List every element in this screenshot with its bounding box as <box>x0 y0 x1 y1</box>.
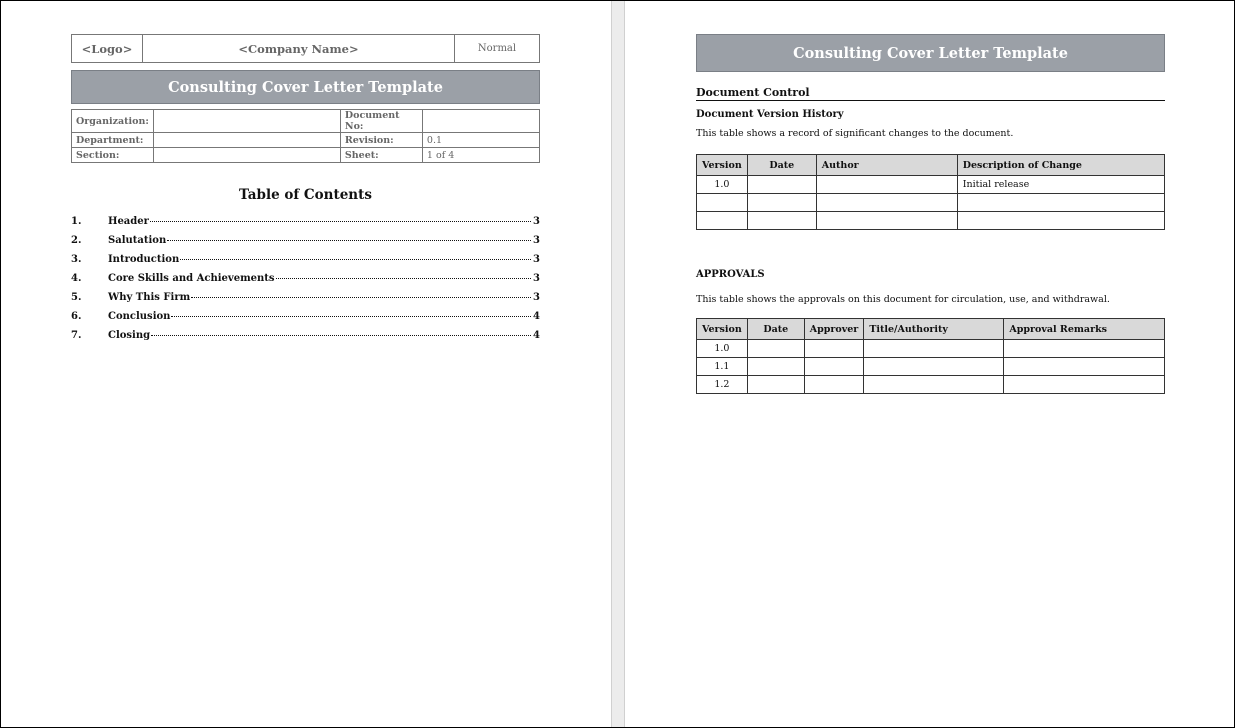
column-header: Version <box>697 155 748 176</box>
table-cell[interactable] <box>697 212 748 230</box>
table-row <box>697 176 1165 194</box>
table-cell[interactable] <box>957 194 1164 212</box>
column-header: Date <box>747 155 816 176</box>
table-cell[interactable] <box>816 194 957 212</box>
page-gutter <box>611 1 625 727</box>
info-value <box>153 148 340 163</box>
toc-number: 2. <box>71 235 82 246</box>
table-cell[interactable] <box>697 194 748 212</box>
table-cell[interactable]: Initial release <box>957 176 1164 194</box>
table-cell[interactable] <box>804 340 864 358</box>
column-header: Version <box>697 319 748 340</box>
info-value: 1 of 4 <box>422 148 539 163</box>
table-cell[interactable] <box>957 212 1164 230</box>
toc-entry[interactable] <box>71 292 540 311</box>
toc-label: Conclusion <box>108 311 171 322</box>
version-history-table <box>696 154 1165 230</box>
toc-label: Closing <box>108 330 151 341</box>
toc-label: Why This Firm <box>108 292 191 303</box>
info-label: Revision: <box>340 133 422 148</box>
table-cell[interactable] <box>747 376 804 394</box>
approvals-heading: APPROVALS <box>696 269 765 280</box>
info-row <box>72 148 540 163</box>
table-row <box>697 212 1165 230</box>
table-of-contents <box>71 216 540 349</box>
toc-label: Salutation <box>108 235 167 246</box>
toc-leader-dots <box>167 240 531 241</box>
table-cell[interactable] <box>747 212 816 230</box>
table-cell[interactable]: 1.0 <box>697 176 748 194</box>
table-cell[interactable] <box>747 340 804 358</box>
toc-number: 3. <box>71 254 82 265</box>
page-1 <box>1 1 611 727</box>
table-cell[interactable] <box>804 358 864 376</box>
toc-page-number: 3 <box>533 235 540 246</box>
info-label: Document No: <box>340 110 422 133</box>
approvals-table <box>696 318 1165 394</box>
toc-label: Introduction <box>108 254 180 265</box>
table-cell[interactable] <box>1004 358 1165 376</box>
toc-number: 1. <box>71 216 82 227</box>
table-cell[interactable] <box>816 176 957 194</box>
table-cell[interactable] <box>804 376 864 394</box>
document-header <box>71 34 540 63</box>
table-cell[interactable] <box>747 358 804 376</box>
info-value <box>153 133 340 148</box>
table-cell[interactable] <box>864 358 1004 376</box>
toc-leader-dots <box>151 335 531 336</box>
info-value <box>153 110 340 133</box>
table-cell[interactable] <box>747 176 816 194</box>
toc-number: 4. <box>71 273 82 284</box>
info-label: Department: <box>72 133 154 148</box>
toc-page-number: 3 <box>533 216 540 227</box>
info-label: Section: <box>72 148 154 163</box>
info-value <box>422 110 539 133</box>
toc-number: 5. <box>71 292 82 303</box>
info-value: 0.1 <box>422 133 539 148</box>
toc-number: 7. <box>71 330 82 341</box>
toc-leader-dots <box>191 297 531 298</box>
table-row <box>697 340 1165 358</box>
table-cell[interactable] <box>1004 376 1165 394</box>
logo-placeholder: <Logo> <box>72 35 143 62</box>
company-name: <Company Name> <box>143 35 455 62</box>
document-control-heading: Document Control <box>696 86 1165 101</box>
table-row <box>697 194 1165 212</box>
toc-page-number: 3 <box>533 292 540 303</box>
table-cell[interactable]: 1.1 <box>697 358 748 376</box>
toc-leader-dots <box>276 278 531 279</box>
table-row <box>697 358 1165 376</box>
toc-number: 6. <box>71 311 82 322</box>
toc-leader-dots <box>150 221 531 222</box>
table-cell[interactable] <box>864 340 1004 358</box>
table-cell[interactable] <box>1004 340 1165 358</box>
toc-entry[interactable] <box>71 216 540 235</box>
column-header: Description of Change <box>957 155 1164 176</box>
table-cell[interactable] <box>747 194 816 212</box>
toc-leader-dots <box>180 259 531 260</box>
table-cell[interactable] <box>864 376 1004 394</box>
toc-page-number: 4 <box>533 330 540 341</box>
info-row <box>72 133 540 148</box>
toc-entry[interactable] <box>71 235 540 254</box>
toc-entry[interactable] <box>71 311 540 330</box>
version-history-heading: Document Version History <box>696 109 844 120</box>
toc-leader-dots <box>171 316 531 317</box>
document-title-banner: Consulting Cover Letter Template <box>71 70 540 104</box>
column-header: Title/Authority <box>864 319 1004 340</box>
table-row <box>697 376 1165 394</box>
toc-entry[interactable] <box>71 254 540 273</box>
table-cell[interactable] <box>816 212 957 230</box>
document-title-banner-2: Consulting Cover Letter Template <box>696 34 1165 72</box>
style-label: Normal <box>477 43 517 54</box>
toc-page-number: 3 <box>533 254 540 265</box>
column-header: Approver <box>804 319 864 340</box>
toc-page-number: 4 <box>533 311 540 322</box>
toc-entry[interactable] <box>71 330 540 349</box>
toc-entry[interactable] <box>71 273 540 292</box>
page-2 <box>626 1 1234 727</box>
column-header: Author <box>816 155 957 176</box>
document-info-table <box>71 109 540 163</box>
info-label: Sheet: <box>340 148 422 163</box>
info-label: Organization: <box>72 110 154 133</box>
version-history-description: This table shows a record of significant changes to the document. <box>696 128 1014 139</box>
toc-title: Table of Contents <box>239 187 372 203</box>
table-cell[interactable]: 1.2 <box>697 376 748 394</box>
table-cell[interactable]: 1.0 <box>697 340 748 358</box>
info-row <box>72 110 540 133</box>
column-header: Approval Remarks <box>1004 319 1165 340</box>
approvals-description: This table shows the approvals on this document for circulation, use, and withdrawal. <box>696 294 1110 305</box>
toc-page-number: 3 <box>533 273 540 284</box>
toc-label: Header <box>108 216 149 227</box>
toc-label: Core Skills and Achievements <box>108 273 275 284</box>
column-header: Date <box>747 319 804 340</box>
